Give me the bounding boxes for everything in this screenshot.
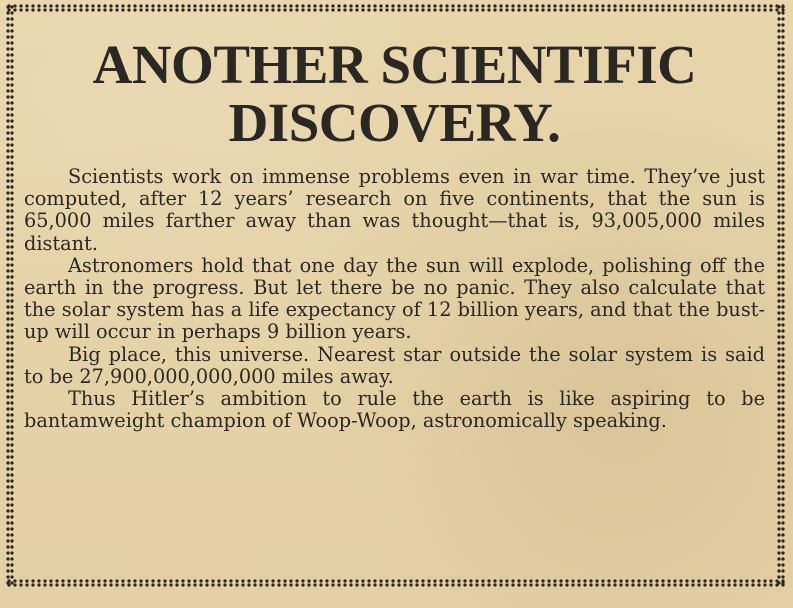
dotted-border-right [777,4,785,587]
paragraph-3: Big place, this universe. Nearest star outside the solar system is said to be 27,900,000,000,000 miles away. [24,342,765,388]
paragraph-2: Astronomers hold that one day the sun will explode, polishing off the earth in the progress. But let there be no panic. They also calculate that the solar system has a life expectancy of 12 billion years, and that the bust-up will occur in perhaps 9 billion years. [24,253,765,344]
article-text [24,166,765,432]
headline-line-1: ANOTHER SCIENTIFIC [92,34,697,95]
headline-line-2: DISCOVERY. [228,92,561,153]
paragraph-1: Scientists work on immense problems even in war time. They’ve just computed, after 12 years’ research on five continents, that the sun is 65,000 miles farther away than was thought—that is, 93,005,000 miles distant. [24,165,765,255]
dotted-border-bottom [6,579,785,587]
headline [24,36,765,152]
paragraph-4: Thus Hitler’s ambition to rule the earth is like aspiring to be bantamweight champion of Woop-Woop, astronomically speaking. [24,387,765,433]
dotted-border-left [6,4,14,587]
article-body [24,18,765,574]
dotted-border-top [6,4,785,12]
